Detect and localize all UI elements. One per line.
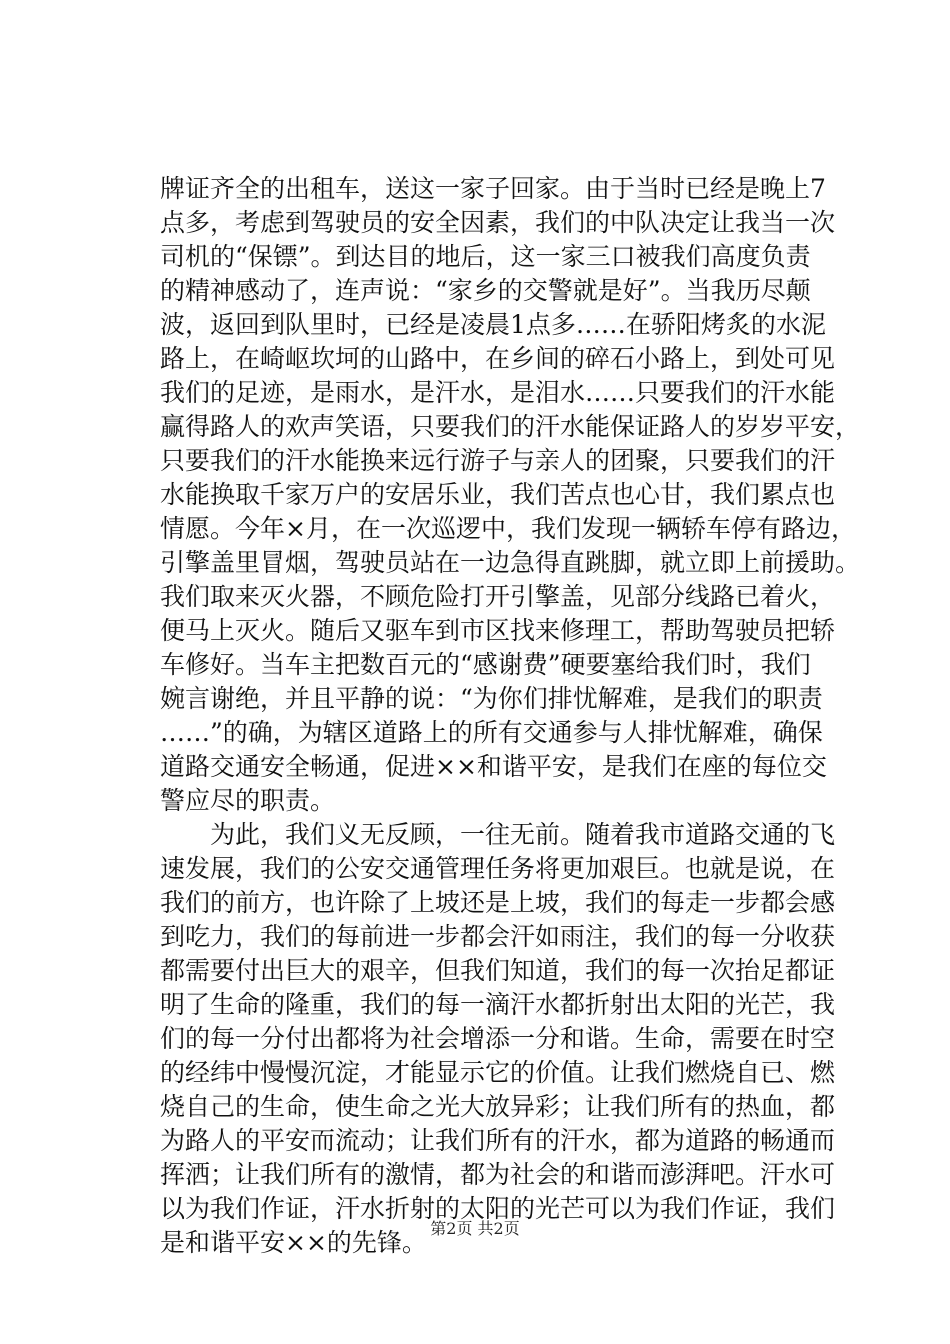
text-line: 的经纬中慢慢沉淀，才能显示它的价值。让我们燃烧自已、燃 bbox=[160, 1058, 836, 1087]
text-line: 烧自己的生命，使生命之光大放异彩；让我们所有的热血，都 bbox=[160, 1092, 836, 1121]
text-line: 我们取来灭火器，不顾危险打开引擎盖，见部分线路已着火， bbox=[160, 582, 836, 611]
text-line: 速发展，我们的公安交通管理任务将更加艰巨。也就是说，在 bbox=[160, 854, 836, 883]
body-text bbox=[160, 172, 861, 1260]
text-line: 赢得路人的欢声笑语，只要我们的汗水能保证路人的岁岁平安， bbox=[160, 412, 861, 441]
text-line: 明了生命的隆重，我们的每一滴汗水都折射出太阳的光芒，我 bbox=[160, 990, 836, 1019]
text-line: 都需要付出巨大的艰辛，但我们知道，我们的每一次抬足都证 bbox=[160, 956, 836, 985]
text-line: 引擎盖里冒烟，驾驶员站在一边急得直跳脚，就立即上前援助。 bbox=[160, 548, 861, 577]
page-number-footer: 第2页 共2页 bbox=[430, 1219, 520, 1238]
text-line: 为此，我们义无反顾，一往无前。随着我市道路交通的飞 bbox=[160, 820, 836, 849]
text-line: ……”的确，为辖区道路上的所有交通参与人排忧解难，确保 bbox=[160, 718, 823, 747]
text-line: 波，返回到队里时，已经是凌晨1点多……在骄阳烤炙的水泥 bbox=[160, 310, 826, 339]
text-line: 我们的前方，也许除了上坡还是上坡，我们的每走一步都会感 bbox=[160, 888, 836, 917]
text-line: 们的每一分付出都将为社会增添一分和谐。生命，需要在时空 bbox=[160, 1024, 836, 1053]
text-line: 便马上灭火。随后又驱车到市区找来修理工，帮助驾驶员把轿 bbox=[160, 616, 836, 645]
text-line: 水能换取千家万户的安居乐业，我们苦点也心甘，我们累点也 bbox=[160, 480, 836, 509]
text-line: 挥洒；让我们所有的激情，都为社会的和谐而澎湃吧。汗水可 bbox=[160, 1160, 836, 1189]
text-line: 婉言谢绝，并且平静的说：“为你们排忧解难，是我们的职责 bbox=[160, 684, 823, 713]
text-line: 警应尽的职责。 bbox=[160, 786, 336, 815]
text-line: 点多，考虑到驾驶员的安全因素，我们的中队决定让我当一次 bbox=[160, 208, 836, 237]
text-line: 牌证齐全的出租车，送这一家子回家。由于当时已经是晚上7 bbox=[160, 174, 826, 203]
text-line: 路上，在崎岖坎坷的山路中，在乡间的碎石小路上，到处可见 bbox=[160, 344, 836, 373]
text-line: 情愿。今年×月，在一次巡逻中，我们发现一辆轿车停有路边， bbox=[160, 514, 856, 543]
text-line: 的精神感动了，连声说：“家乡的交警就是好”。当我历尽颠 bbox=[160, 276, 811, 305]
text-line: 是和谐平安××的先锋。 bbox=[160, 1228, 427, 1257]
text-line: 我们的足迹，是雨水，是汗水，是泪水……只要我们的汗水能 bbox=[160, 378, 836, 407]
text-line: 为路人的平安而流动；让我们所有的汗水，都为道路的畅通而 bbox=[160, 1126, 836, 1155]
text-line: 到吃力，我们的每前进一步都会汗如雨注，我们的每一分收获 bbox=[160, 922, 836, 951]
text-line: 车修好。当车主把数百元的“感谢费”硬要塞给我们时，我们 bbox=[160, 650, 811, 679]
text-line: 以为我们作证，汗水折射的太阳的光芒可以为我们作证，我们 bbox=[160, 1194, 836, 1223]
text-line: 只要我们的汗水能换来远行游子与亲人的团聚，只要我们的汗 bbox=[160, 446, 836, 475]
text-line: 道路交通安全畅通，促进××和谐平安，是我们在座的每位交 bbox=[160, 752, 827, 781]
text-line: 司机的“保镖”。到达目的地后，这一家三口被我们高度负责 bbox=[160, 242, 811, 271]
